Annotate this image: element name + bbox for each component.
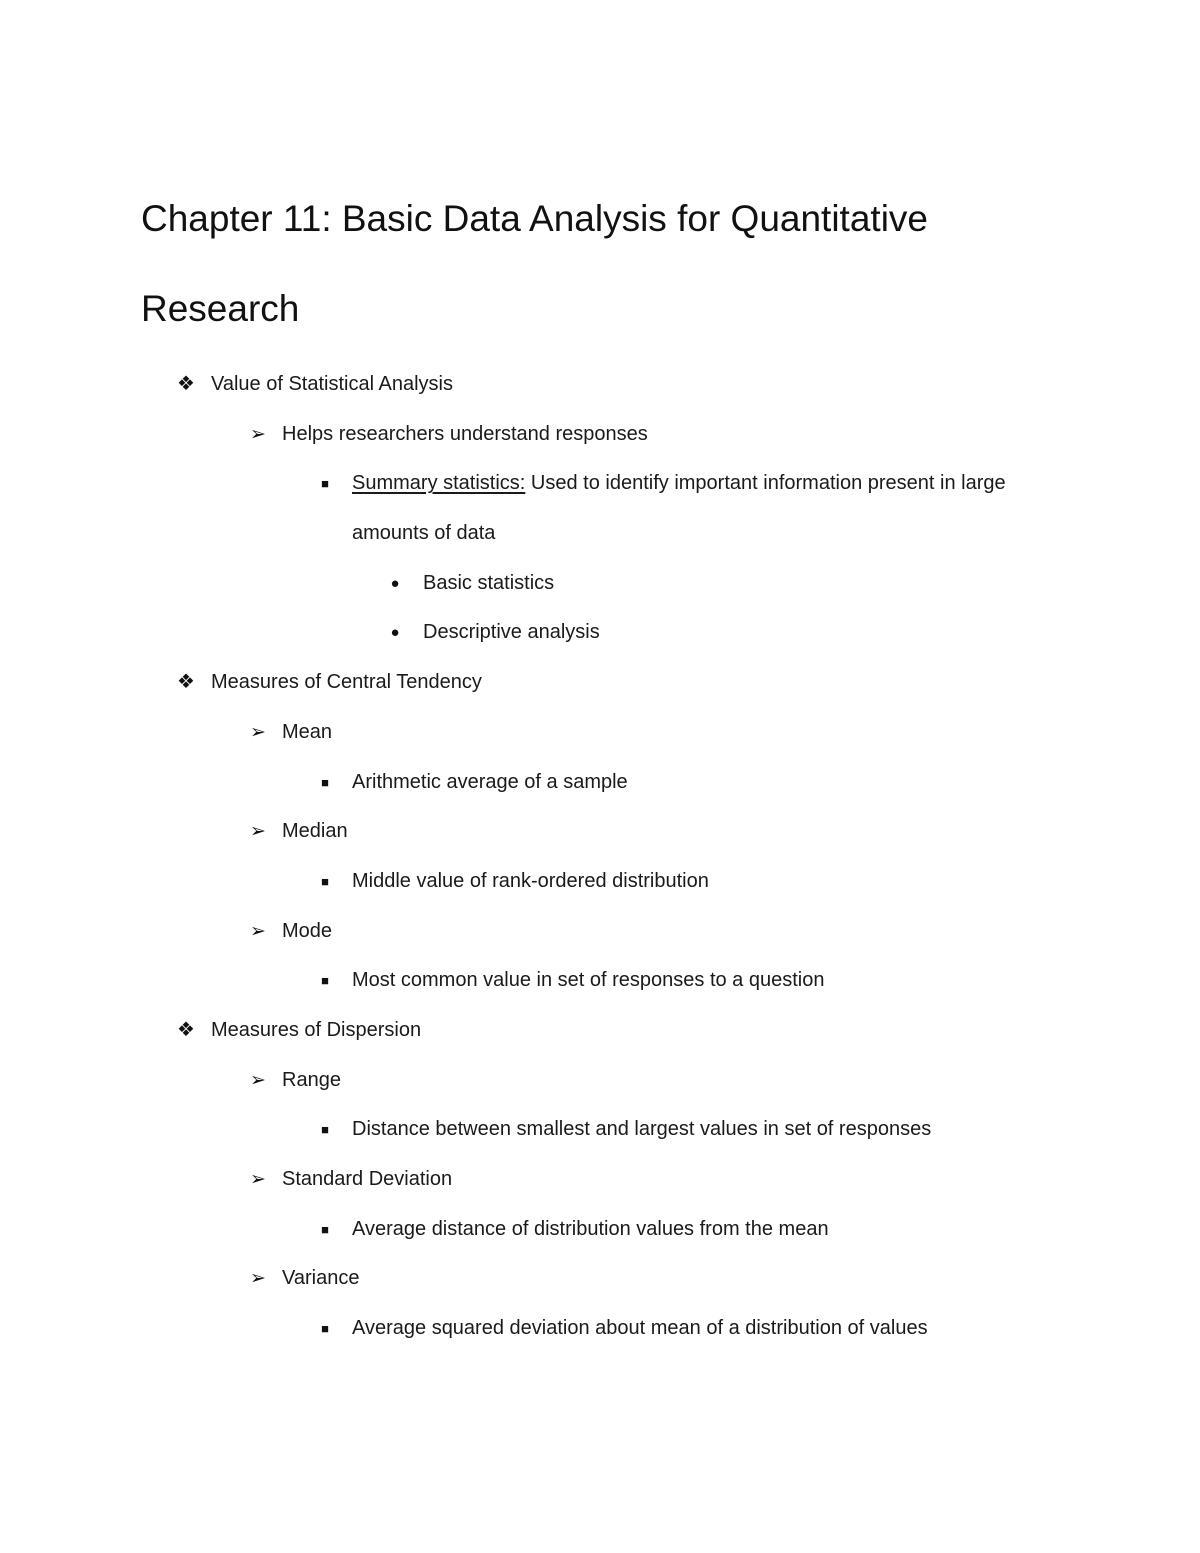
diamond-bullet-icon: ❖ [177, 1018, 195, 1041]
list-item-text: Mode [282, 919, 333, 942]
list-item [0, 857, 1200, 907]
arrow-bullet-icon: ➢ [250, 821, 266, 843]
square-bullet-icon: ■ [321, 1122, 329, 1138]
section-heading [0, 360, 1200, 410]
list-item-text: Middle value of rank-ordered distribution [352, 869, 709, 892]
arrow-bullet-icon: ➢ [250, 1169, 266, 1190]
list-item [0, 1155, 1200, 1205]
term-label: Summary statistics: [352, 472, 526, 495]
square-bullet-icon: ■ [321, 774, 329, 790]
definition-line [352, 459, 1006, 509]
notes-outline [0, 360, 1200, 1354]
list-item [0, 1056, 1200, 1106]
list-item-text: Range [282, 1068, 341, 1091]
list-item-text: Most common value in set of responses to a question [352, 969, 825, 992]
section-heading-text: Measures of Central Tendency [211, 671, 482, 694]
list-item [0, 807, 1200, 857]
definition-text-continued: amounts of data [352, 522, 496, 545]
list-item-continuation [0, 509, 1200, 559]
list-item-text: Arithmetic average of a sample [352, 770, 628, 793]
diamond-bullet-icon: ❖ [177, 671, 195, 694]
list-item [0, 956, 1200, 1006]
square-bullet-icon: ■ [321, 476, 329, 492]
square-bullet-icon: ■ [321, 973, 329, 989]
arrow-bullet-icon: ➢ [250, 1268, 266, 1290]
list-item [0, 907, 1200, 957]
title-line-2: Research [141, 288, 300, 329]
dot-bullet-icon: ● [390, 574, 400, 592]
list-item [0, 758, 1200, 808]
section-heading [0, 1006, 1200, 1056]
title-line-1: Chapter 11: Basic Data Analysis for Quantitative [141, 198, 928, 239]
section-heading-text: Value of Statistical Analysis [211, 373, 453, 395]
list-item [0, 708, 1200, 758]
list-item-text: Descriptive analysis [423, 621, 600, 644]
square-bullet-icon: ■ [321, 1321, 329, 1337]
list-item [0, 459, 1200, 509]
list-item-text: Distance between smallest and largest values in set of responses [352, 1118, 932, 1141]
square-bullet-icon: ■ [321, 1221, 329, 1237]
square-bullet-icon: ■ [321, 873, 329, 889]
list-item-text: Variance [282, 1267, 360, 1290]
list-item [0, 1304, 1200, 1354]
list-item-text: Average squared deviation about mean of a distribution of values [352, 1317, 928, 1340]
list-item [0, 1105, 1200, 1155]
list-item [0, 608, 1200, 658]
list-item-text: Average distance of distribution values from the mean [352, 1217, 829, 1240]
list-item-text: Basic statistics [423, 571, 555, 594]
list-item-text: Median [282, 820, 348, 843]
diamond-bullet-icon: ❖ [177, 373, 195, 395]
page-title [141, 174, 1101, 354]
arrow-bullet-icon: ➢ [250, 721, 266, 743]
arrow-bullet-icon: ➢ [250, 423, 266, 445]
dot-bullet-icon: ● [390, 624, 400, 642]
list-item-text: Mean [282, 720, 333, 743]
section-heading [0, 658, 1200, 708]
definition-text: Used to identify important information present in large [525, 472, 1006, 495]
list-item-text: Standard Deviation [282, 1168, 453, 1190]
list-item [0, 1205, 1200, 1255]
list-item-text: Helps researchers understand responses [282, 422, 648, 445]
arrow-bullet-icon: ➢ [250, 920, 266, 942]
section-heading-text: Measures of Dispersion [211, 1018, 422, 1041]
list-item [0, 410, 1200, 460]
list-item [0, 559, 1200, 609]
list-item [0, 1254, 1200, 1304]
arrow-bullet-icon: ➢ [250, 1069, 266, 1091]
